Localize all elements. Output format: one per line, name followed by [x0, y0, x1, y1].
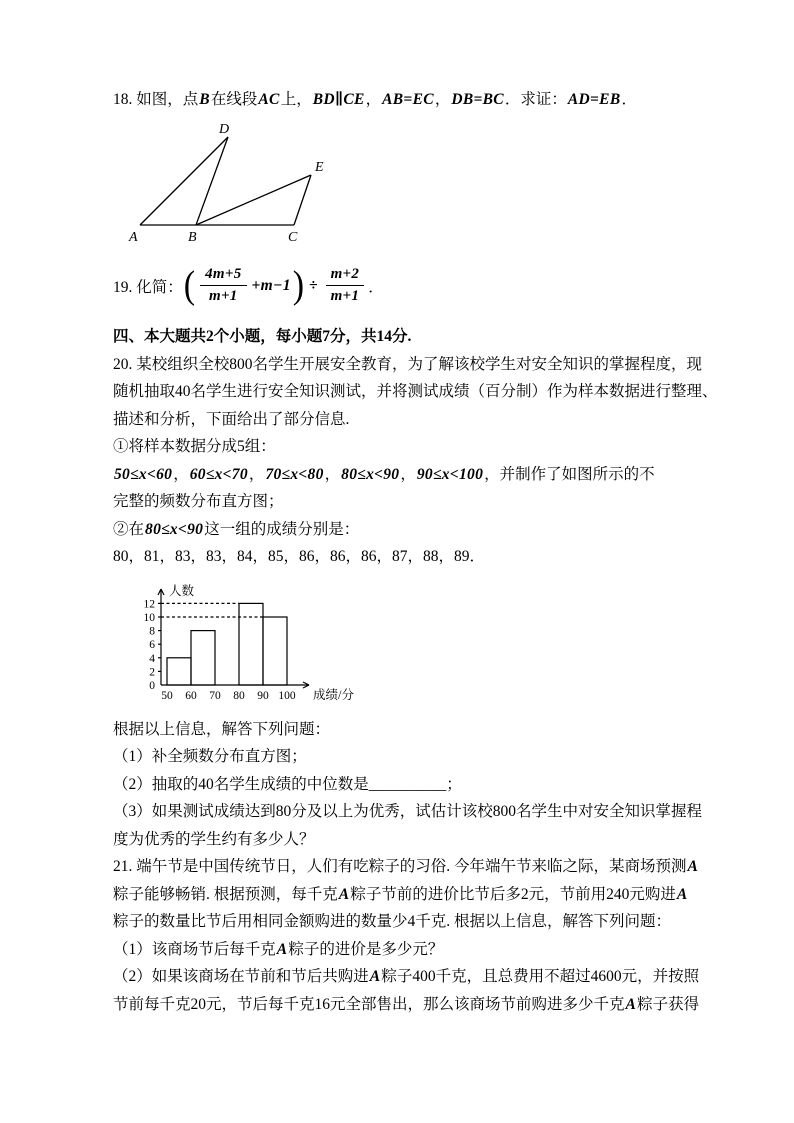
question-19-period: ．: [368, 278, 384, 296]
question-20-part-1: [113, 743, 686, 771]
text-run: 18. 如图，点: [113, 91, 199, 108]
text-run: 粽子的数量比节后用相同金额购进的数量少4千克. 根据以上信息，解答下列问题：: [113, 913, 672, 930]
svg-text:10: 10: [143, 611, 155, 624]
math-expression: AC: [258, 91, 280, 108]
question-20-line-8: [113, 543, 686, 571]
left-paren: (: [183, 263, 196, 307]
text-run: ，: [434, 91, 451, 108]
fraction-1-numerator: 4m+5: [200, 265, 246, 286]
math-expression: 80≤x<90: [145, 520, 204, 538]
question-19-prefix: 19. 化简：: [113, 278, 183, 296]
math-expression: AB=EC: [382, 91, 434, 108]
svg-text:人数: 人数: [169, 583, 195, 598]
question-21-part-2-cont: [113, 991, 700, 1019]
question-21-line-3: [113, 908, 686, 936]
question-20-line-1: [113, 351, 703, 379]
text-run: （3）如果测试成绩达到80分及以上为优秀，试估计该校800名学生中对安全知识掌握程: [113, 803, 703, 820]
text-run: 21. 端午节是中国传统节日，人们有吃粽子的习俗. 今年端午节来临之际，某商场预测: [113, 858, 687, 875]
fraction-2-numerator: m+2: [326, 265, 365, 286]
svg-text:80: 80: [233, 689, 245, 702]
division-operator: ÷: [309, 276, 318, 294]
question-21-part-1: [113, 936, 686, 964]
text-run: （1）补全频数分布直方图；: [113, 748, 307, 765]
svg-text:成绩/分: 成绩/分: [313, 687, 354, 702]
question-20-line-6: [113, 488, 686, 516]
text-run: ①将样本数据分成5组：: [113, 438, 276, 455]
geometry-diagram: [123, 120, 353, 248]
math-expression: 60≤x<70: [189, 465, 248, 483]
svg-text:90: 90: [257, 689, 269, 702]
text-run: ，并制作了如图所示的不: [484, 465, 655, 483]
math-expression: 70≤x<80: [265, 465, 324, 483]
text-run: ，: [173, 465, 189, 483]
section-4-heading: 四、本大题共2个小题，每小题7分，共14分.: [113, 327, 412, 345]
question-21-line-1: [113, 853, 699, 881]
math-expression: 80≤x<90: [341, 465, 400, 483]
text-run: 粽子400千克，且总费用不超过4600元，并按照: [381, 968, 700, 985]
text-run: 度为优秀的学生约有多少人？: [113, 830, 315, 848]
text-run: ，: [324, 465, 341, 483]
math-expression: A: [369, 968, 381, 985]
text-run: 节前每千克20元，节后每千克16元全部售出，那么该商场节前购进多少千克: [113, 995, 625, 1013]
svg-text:12: 12: [143, 597, 155, 610]
text-run: ②在: [113, 520, 145, 538]
text-run: 上，: [280, 91, 312, 108]
text-run: ．: [621, 91, 637, 108]
question-20-line-4: [113, 433, 686, 461]
point-label-d: D: [219, 121, 230, 137]
svg-text:2: 2: [149, 665, 155, 678]
math-expression: AD=EB: [567, 91, 621, 108]
text-run: 在线段: [210, 91, 258, 108]
fraction-2-denominator: m+1: [330, 288, 360, 304]
svg-text:70: 70: [209, 689, 221, 702]
math-expression: A: [676, 885, 688, 903]
question-21-part-2: [113, 963, 700, 991]
question-18-figure: [123, 120, 686, 253]
text-run: 粽子节前的进价比节后多2元，节前用240元购进: [350, 885, 676, 903]
question-20-line-3: [113, 406, 686, 434]
question-18-text: [113, 86, 686, 114]
text-run: 随机抽取40名学生进行安全知识测试，并将测试成绩（百分制）作为样本数据进行整理、: [113, 383, 718, 400]
text-run: 完整的频数分布直方图；: [113, 493, 284, 510]
text-run: 描述和分析，下面给出了部分信息.: [113, 410, 350, 428]
point-label-c: C: [288, 229, 298, 245]
math-expression: A: [276, 940, 288, 958]
text-run: 这一组的成绩分别是：: [204, 520, 360, 538]
text-run: 20. 某校组织全校800名学生开展安全教育，为了解该校学生对安全知识的掌握程度，现: [113, 355, 703, 373]
text-run: （2）如果该商场在节前和节后共购进: [113, 968, 369, 985]
point-label-b: B: [188, 229, 197, 245]
fraction-2: [325, 265, 366, 306]
fraction-1-denominator: m+1: [208, 288, 238, 304]
text-run: ．求证：: [504, 91, 567, 108]
text-run: 粽子的进价是多少元？: [288, 940, 444, 958]
svg-text:8: 8: [149, 625, 155, 638]
math-expression: DB=BC: [451, 91, 504, 108]
text-run: ，: [248, 465, 265, 483]
svg-text:6: 6: [149, 638, 155, 651]
math-expression: A: [687, 858, 699, 875]
math-expression: BD∥CE: [312, 91, 365, 108]
text-run: 粽子能够畅销. 根据预测，每千克: [113, 885, 338, 903]
question-20-part-2: [113, 771, 686, 799]
question-21-line-2: [113, 881, 686, 909]
math-expression: A: [625, 995, 637, 1013]
math-expression: B: [199, 91, 210, 108]
question-20-line-5: [113, 461, 686, 489]
question-20-part-3-cont: [113, 826, 686, 854]
question-20-prompt: [113, 716, 686, 744]
math-expression: 90≤x<100: [416, 465, 484, 483]
svg-text:100: 100: [278, 689, 296, 702]
math-expression: 50≤x<60: [114, 465, 173, 483]
right-paren: ): [292, 263, 305, 307]
svg-text:4: 4: [149, 652, 155, 665]
svg-text:0: 0: [149, 679, 155, 692]
question-19: [113, 257, 686, 315]
svg-text:50: 50: [161, 689, 173, 702]
question-20-histogram-figure: [127, 575, 686, 714]
text-run: （1）该商场节后每千克: [113, 940, 276, 958]
point-label-a: A: [129, 229, 138, 245]
question-20-line-7: [113, 516, 686, 544]
question-20-part-3: [113, 798, 703, 826]
question-20-line-2: [113, 378, 718, 406]
text-run: 80，81，83，83，84，85，86，86，86，87，88，89．: [113, 548, 486, 565]
point-label-e: E: [315, 159, 324, 175]
middle-term: +m−1: [251, 276, 291, 294]
math-expression: A: [338, 885, 350, 903]
text-run: ，: [400, 465, 416, 483]
text-run: 粽子获得: [637, 995, 700, 1013]
text-run: ，: [365, 91, 382, 108]
text-run: （2）抽取的40名学生成绩的中位数是__________；: [113, 775, 462, 793]
frequency-histogram: [127, 575, 379, 709]
svg-text:60: 60: [185, 689, 197, 702]
fraction-1: [199, 265, 247, 306]
text-run: 根据以上信息，解答下列问题：: [113, 720, 331, 738]
